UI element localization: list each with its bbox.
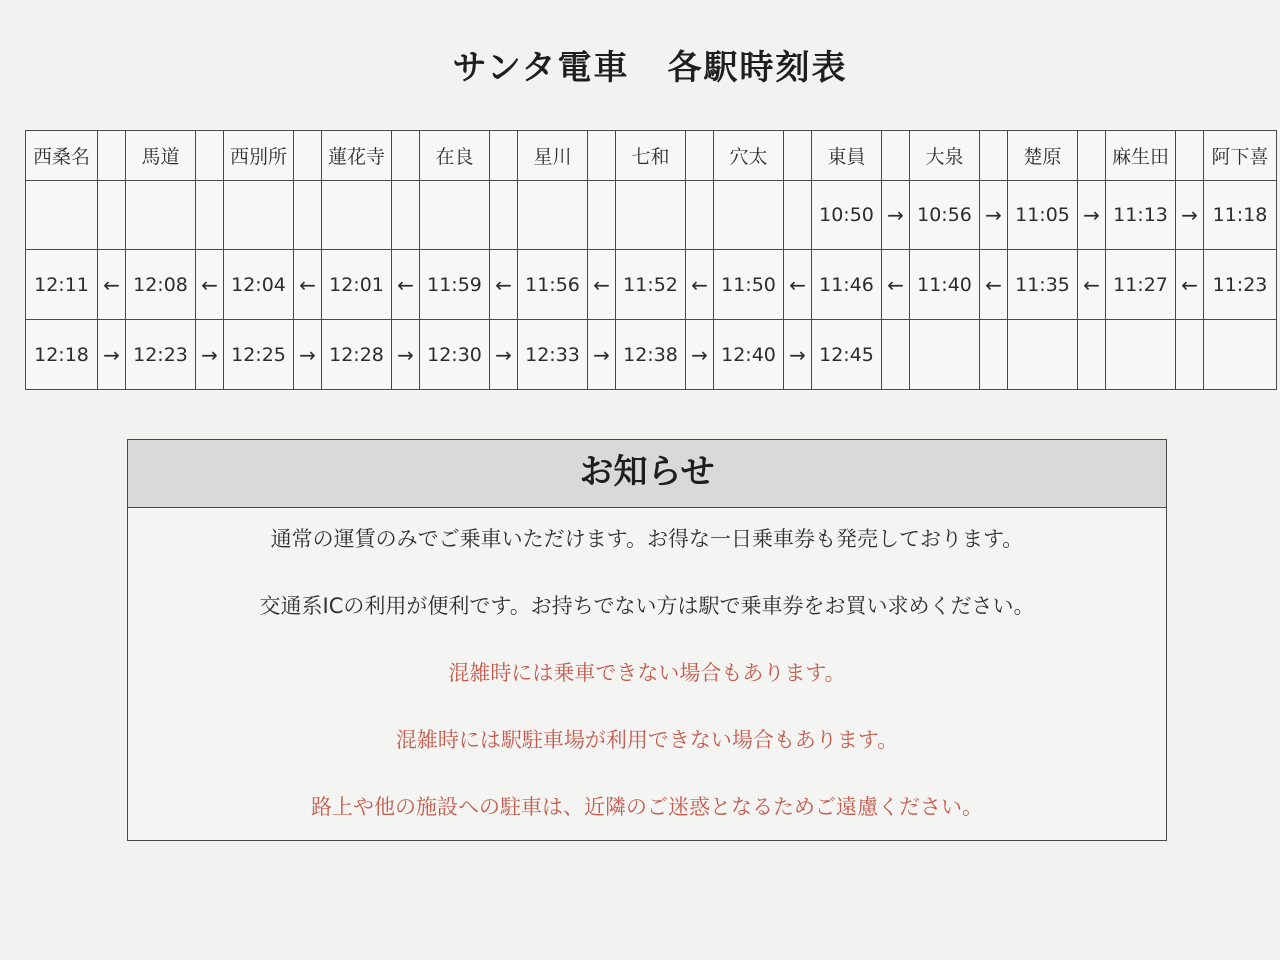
timetable-row	[26, 250, 1277, 320]
direction-arrow: →	[980, 180, 1008, 250]
notice-line-fare: 通常の運賃のみでご乗車いただけます。お得な一日乗車券も発売しております。	[270, 527, 1024, 551]
direction-arrow	[1176, 320, 1204, 390]
direction-arrow	[1078, 320, 1106, 390]
time-cell: 12:40	[714, 320, 784, 390]
notice-body	[128, 508, 1166, 857]
time-cell: 11:35	[1008, 250, 1078, 320]
time-cell: 11:05	[1008, 180, 1078, 250]
time-cell: 12:08	[126, 250, 196, 320]
direction-arrow: →	[1078, 180, 1106, 250]
timetable-header-row	[26, 131, 1277, 181]
direction-arrow: →	[196, 320, 224, 390]
time-cell	[518, 180, 588, 250]
arrow-spacer	[392, 131, 420, 181]
time-cell	[26, 180, 98, 250]
time-cell: 11:27	[1106, 250, 1176, 320]
station-name: 阿下喜	[1204, 131, 1277, 181]
arrow-spacer	[294, 131, 322, 181]
timetable	[25, 130, 1277, 390]
direction-arrow	[882, 320, 910, 390]
direction-arrow: ←	[882, 250, 910, 320]
time-cell: 12:11	[26, 250, 98, 320]
time-cell	[1204, 320, 1277, 390]
direction-arrow	[490, 180, 518, 250]
direction-arrow: ←	[686, 250, 714, 320]
notice-line-crowding-boarding: 混雑時には乗車できない場合もあります。	[448, 661, 846, 685]
arrow-spacer	[1176, 131, 1204, 181]
direction-arrow: →	[98, 320, 126, 390]
time-cell	[224, 180, 294, 250]
station-name: 楚原	[1008, 131, 1078, 181]
station-name: 西別所	[224, 131, 294, 181]
time-cell: 12:45	[812, 320, 882, 390]
direction-arrow: →	[392, 320, 420, 390]
direction-arrow: ←	[588, 250, 616, 320]
arrow-spacer	[784, 131, 812, 181]
time-cell: 12:28	[322, 320, 392, 390]
direction-arrow: ←	[784, 250, 812, 320]
time-cell: 11:23	[1204, 250, 1277, 320]
time-cell: 12:18	[26, 320, 98, 390]
direction-arrow: ←	[490, 250, 518, 320]
page-title	[0, 40, 1280, 89]
direction-arrow: →	[686, 320, 714, 390]
time-cell	[420, 180, 490, 250]
direction-arrow: ←	[1176, 250, 1204, 320]
time-cell: 11:40	[910, 250, 980, 320]
direction-arrow	[686, 180, 714, 250]
direction-arrow: →	[294, 320, 322, 390]
station-name: 穴太	[714, 131, 784, 181]
direction-arrow: ←	[1078, 250, 1106, 320]
time-cell	[1106, 320, 1176, 390]
station-name: 東員	[812, 131, 882, 181]
notice-line-street-parking: 路上や他の施設への駐車は、近隣のご迷惑となるためご遠慮ください。	[311, 795, 983, 819]
direction-arrow: →	[588, 320, 616, 390]
direction-arrow	[980, 320, 1008, 390]
arrow-spacer	[980, 131, 1008, 181]
direction-arrow: →	[784, 320, 812, 390]
time-cell: 11:18	[1204, 180, 1277, 250]
time-cell: 11:50	[714, 250, 784, 320]
notice-line-ic-card: 交通系ICの利用が便利です。お持ちでない方は駅で乗車券をお買い求めください。	[259, 594, 1035, 618]
station-name: 星川	[518, 131, 588, 181]
arrow-spacer	[98, 131, 126, 181]
title-railway-name: サンタ電車	[452, 48, 630, 88]
arrow-spacer	[686, 131, 714, 181]
time-cell	[910, 320, 980, 390]
time-cell: 11:46	[812, 250, 882, 320]
time-cell: 12:23	[126, 320, 196, 390]
notice-box	[127, 439, 1167, 841]
direction-arrow: ←	[98, 250, 126, 320]
direction-arrow: ←	[392, 250, 420, 320]
station-name: 大泉	[910, 131, 980, 181]
time-cell: 11:13	[1106, 180, 1176, 250]
direction-arrow: →	[490, 320, 518, 390]
direction-arrow	[784, 180, 812, 250]
time-cell: 12:01	[322, 250, 392, 320]
time-cell: 12:25	[224, 320, 294, 390]
arrow-spacer	[1078, 131, 1106, 181]
notice-line-crowding-parking: 混雑時には駅駐車場が利用できない場合もあります。	[395, 728, 899, 752]
time-cell: 12:04	[224, 250, 294, 320]
time-cell: 11:59	[420, 250, 490, 320]
arrow-spacer	[588, 131, 616, 181]
station-name: 七和	[616, 131, 686, 181]
arrow-spacer	[196, 131, 224, 181]
time-cell: 11:52	[616, 250, 686, 320]
direction-arrow	[588, 180, 616, 250]
station-name: 西桑名	[26, 131, 98, 181]
timetable-row	[26, 320, 1277, 390]
title-timetable-label: 各駅時刻表	[667, 48, 848, 88]
station-name: 在良	[420, 131, 490, 181]
time-cell: 10:50	[812, 180, 882, 250]
time-cell	[322, 180, 392, 250]
direction-arrow	[294, 180, 322, 250]
direction-arrow: ←	[980, 250, 1008, 320]
time-cell	[616, 180, 686, 250]
timetable-row	[26, 180, 1277, 250]
direction-arrow: ←	[294, 250, 322, 320]
station-name: 麻生田	[1106, 131, 1176, 181]
time-cell: 12:33	[518, 320, 588, 390]
direction-arrow: →	[1176, 180, 1204, 250]
station-name: 馬道	[126, 131, 196, 181]
arrow-spacer	[882, 131, 910, 181]
direction-arrow	[196, 180, 224, 250]
direction-arrow	[98, 180, 126, 250]
station-name: 蓮花寺	[322, 131, 392, 181]
time-cell: 12:38	[616, 320, 686, 390]
direction-arrow: ←	[196, 250, 224, 320]
time-cell	[126, 180, 196, 250]
time-cell: 10:56	[910, 180, 980, 250]
time-cell: 12:30	[420, 320, 490, 390]
direction-arrow: →	[882, 180, 910, 250]
direction-arrow	[392, 180, 420, 250]
time-cell	[714, 180, 784, 250]
time-cell: 11:56	[518, 250, 588, 320]
arrow-spacer	[490, 131, 518, 181]
notice-heading: お知らせ	[128, 440, 1166, 508]
time-cell	[1008, 320, 1078, 390]
